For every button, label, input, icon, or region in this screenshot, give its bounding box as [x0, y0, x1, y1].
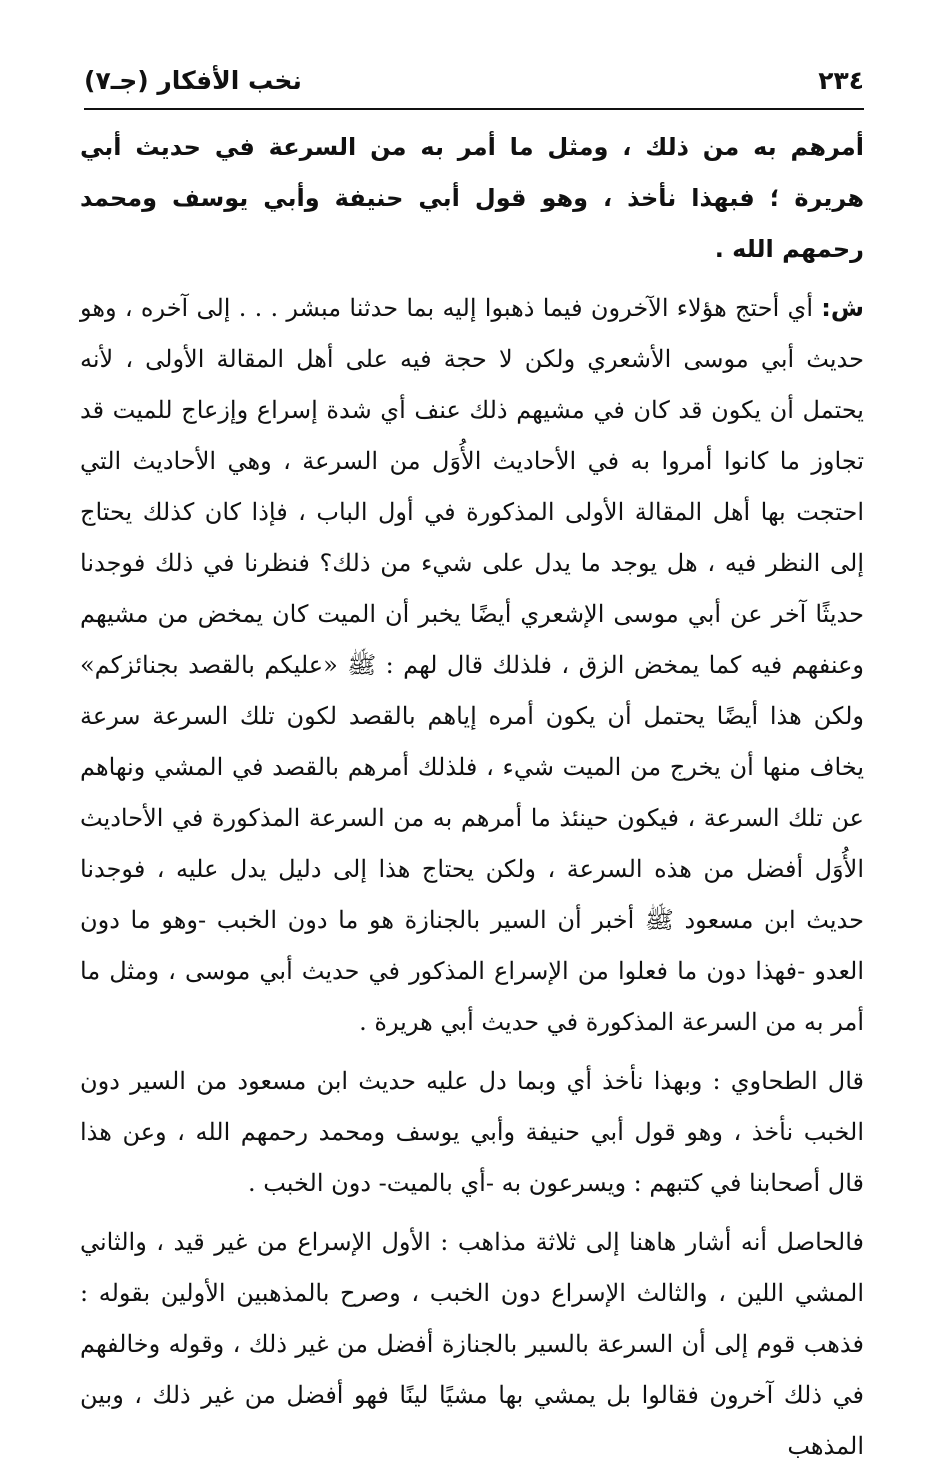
paragraph-summary	[80, 1217, 864, 1472]
sharh-marker: ش:	[821, 294, 864, 322]
paragraph-text: أي أحتج هؤلاء الآخرون فيما ذهبوا إليه بما حدثنا مبشر . . . إلى آخره ، وهو حديث أبي موسى الأشعري ولكن لا حجة فيه على أهل المقالة الأولى ، لأنه يحتمل أن يكون قد كان في مشيهم ذلك عنف أي شدة إسراع وإزعاج للميت قد تجاوز ما كانوا أمروا به في الأحاديث الأُوَل من السرعة ، وهي الأحاديث التي احتجت بها أهل المقالة الأولى المذكورة في أول الباب ، فإذا كان كذلك يحتاج إلى النظر فيه ، هل يوجد ما يدل على شيء من ذلك؟ فنظرنا في ذلك فوجدنا حديثًا آخر عن أبي موسى الإشعري أيضًا يخبر أن الميت كان يمخض من مشيهم وعنفهم فيه كما يمخض الزق ، فلذلك قال لهم : ﷺ «عليكم بالقصد بجنائزكم» ولكن هذا أيضًا يحتمل أن يكون أمره إياهم بالقصد لكون تلك السرعة سرعة يخاف منها أن يخرج من الميت شيء ، فلذلك أمرهم بالقصد في المشي ونهاهم عن تلك السرعة ، فيكون حينئذ ما أمرهم به من السرعة المذكورة في الأحاديث الأُوَل أفضل من هذه السرعة ، ولكن يحتاج هذا إلى دليل يدل عليه ، فوجدنا حديث ابن مسعود ﷺ أخبر أن السير بالجنازة هو ما دون الخبب -وهو ما دون العدو -فهذا دون ما فعلوا من الإسراع المذكور في حديث أبي موسى ، ومثل ما أمر به من السرعة المذكورة في حديث أبي هريرة .	[80, 294, 865, 1036]
paragraph-text: فالحاصل أنه أشار هاهنا إلى ثلاثة مذاهب : الأول الإسراع من غير قيد ، والثاني المشي اللين ، والثالث الإسراع دون الخبب ، وصرح بالمذهبين الأولين بقوله : فذهب قوم إلى أن السرعة بالسير بالجنازة أفضل من غير ذلك ، وقوله وخالفهم في ذلك آخرون فقالوا بل يمشي بها مشيًا لينًا فهو أفضل من غير ذلك ، وبين المذهب	[80, 1228, 865, 1460]
paragraph-tahawi	[80, 1056, 864, 1209]
paragraph-text: قال الطحاوي : وبهذا نأخذ أي وبما دل عليه حديث ابن مسعود من السير دون الخبب نأخذ ، وهو قول أبي حنيفة وأبي يوسف ومحمد رحمهم الله ، وعن هذا قال أصحابنا في كتبهم : ويسرعون به -أي بالميت- دون الخبب .	[80, 1067, 864, 1197]
header-divider	[84, 108, 864, 110]
page-body	[80, 122, 864, 1480]
paragraph-matn	[80, 122, 864, 275]
paragraph-sharh	[80, 283, 864, 1048]
book-title: نخب الأفكار (جـ٧)	[84, 65, 302, 95]
page-number: ٢٣٤	[818, 65, 864, 95]
page-header	[84, 58, 864, 102]
paragraph-text: أمرهم به من ذلك ، ومثل ما أمر به من السرعة في حديث أبي هريرة ؛ فبهذا نأخذ ، وهو قول أبي حنيفة وأبي يوسف ومحمد رحمهم الله .	[80, 133, 864, 263]
